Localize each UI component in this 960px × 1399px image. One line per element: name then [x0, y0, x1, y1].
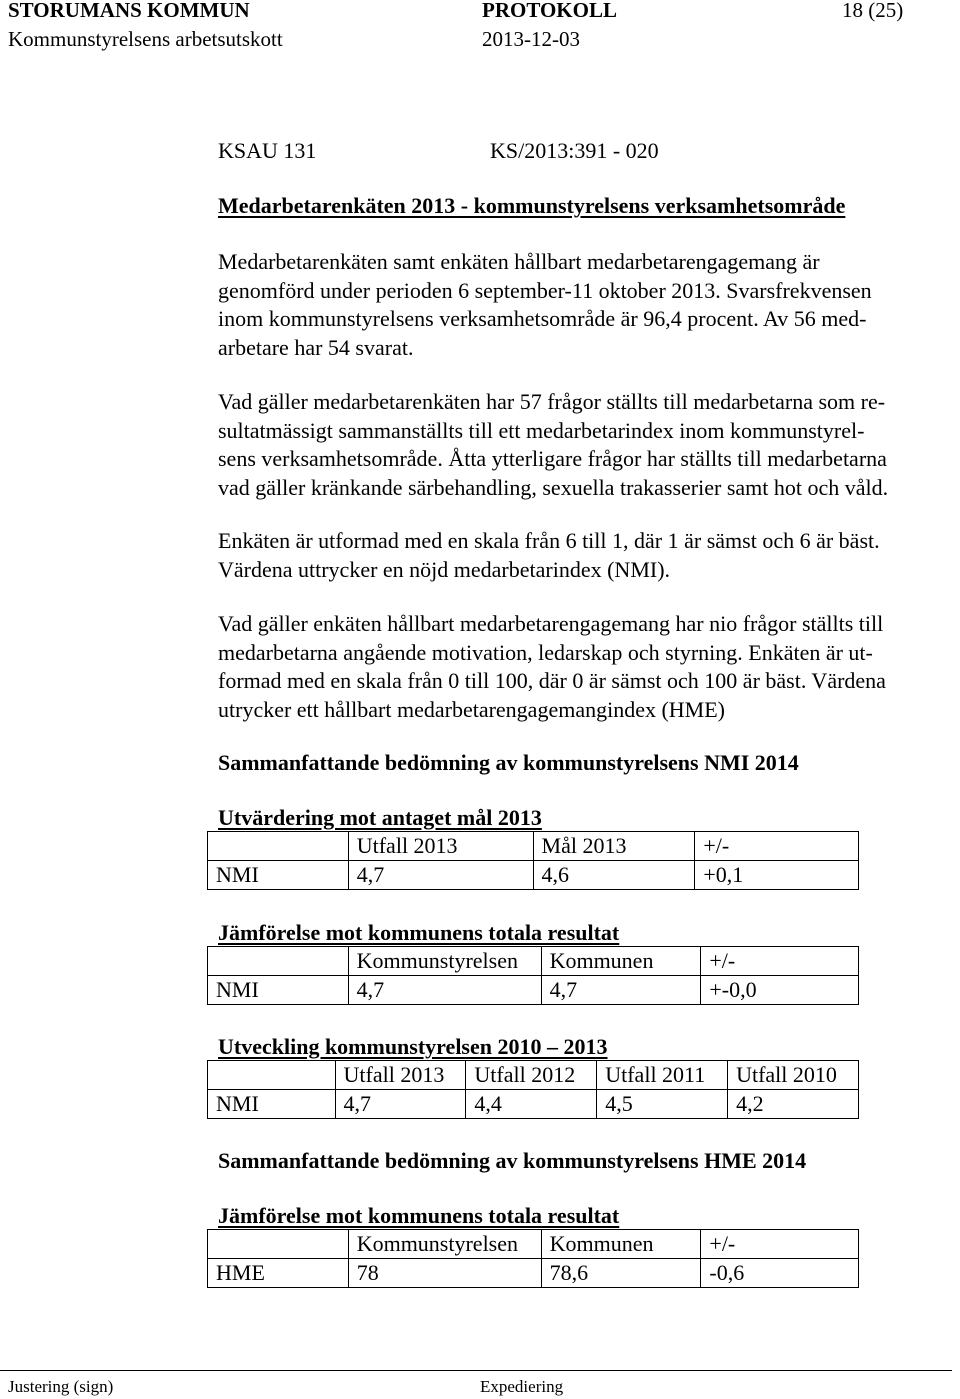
paragraph-nmi-scale	[218, 527, 950, 584]
table-caption: Jämförelse mot kommunens totala resultat	[218, 1203, 620, 1228]
text-line: Värdena uttrycker en nöjd medarbetarindex (NMI).	[218, 556, 671, 582]
footer-divider	[0, 1370, 952, 1371]
table-header-cell: Utfall 2012	[466, 1061, 597, 1090]
table-header-cell: +/-	[701, 1230, 859, 1259]
text-line: Vad gäller enkäten hållbart medarbetarengagemang har nio frågor ställts till	[218, 611, 884, 636]
table-cell: 78,6	[541, 1259, 701, 1288]
table-cell: 4,4	[466, 1090, 597, 1119]
nmi-section-heading: Sammanfattande bedömning av kommunstyrelsens NMI 2014	[218, 750, 799, 775]
table-header-row	[208, 832, 859, 861]
document-type: PROTOKOLL	[482, 0, 617, 22]
table-cell	[208, 1230, 349, 1259]
table-header-cell: Kommunen	[541, 1230, 701, 1259]
goal-evaluation-table	[207, 831, 859, 890]
table-cell: +0,1	[695, 861, 859, 890]
table-header-row	[208, 947, 859, 976]
page-number: 18 (25)	[842, 0, 904, 22]
committee-name: Kommunstyrelsens arbetsutskott	[8, 27, 283, 51]
table-caption: Utveckling kommunstyrelsen 2010 – 2013	[218, 1034, 608, 1059]
table-cell	[208, 947, 349, 976]
table-header-cell: Kommunen	[541, 947, 701, 976]
table-header-row	[208, 1061, 859, 1090]
table-cell: 4,7	[348, 976, 541, 1005]
municipality-name: STORUMANS KOMMUN	[8, 0, 250, 22]
table-cell: NMI	[208, 1090, 336, 1119]
table-cell: 4,5	[597, 1090, 728, 1119]
table-cell: NMI	[208, 976, 349, 1005]
table-header-cell: Utfall 2013	[348, 832, 533, 861]
case-title: Medarbetarenkäten 2013 - kommunstyrelsens verksamhetsområde	[218, 193, 846, 218]
table-cell	[208, 832, 349, 861]
hme-comparison-table	[207, 1229, 859, 1288]
meeting-date: 2013-12-03	[482, 27, 580, 51]
table-row	[208, 976, 859, 1005]
table-caption: Utvärdering mot antaget mål 2013	[218, 805, 542, 830]
table-header-cell: +/-	[695, 832, 859, 861]
paragraph-questions	[218, 388, 950, 502]
text-line: Medarbetarenkäten samt enkäten hållbart medarbetarengagemang är	[218, 249, 820, 274]
table-header-cell: +/-	[701, 947, 859, 976]
table-header-cell: Utfall 2011	[597, 1061, 728, 1090]
table-cell: 4,6	[533, 861, 695, 890]
table-cell: 78	[348, 1259, 541, 1288]
hme-section-heading: Sammanfattande bedömning av kommunstyrelsens HME 2014	[218, 1148, 807, 1173]
text-line: Vad gäller medarbetarenkäten har 57 frågor ställts till medarbetarna som re-	[218, 389, 886, 414]
case-number: KSAU 131	[218, 138, 317, 163]
table-header-cell: Kommunstyrelsen	[348, 947, 541, 976]
text-line: vad gäller kränkande särbehandling, sexuella trakasserier samt hot och våld.	[218, 474, 889, 500]
case-reference: KS/2013:391 - 020	[490, 138, 659, 163]
table-cell: 4,7	[335, 1090, 466, 1119]
table-cell: -0,6	[701, 1259, 859, 1288]
table-cell: NMI	[208, 861, 349, 890]
table-row	[208, 1090, 859, 1119]
table-header-row	[208, 1230, 859, 1259]
text-line: sens verksamhetsområde. Åtta ytterligare frågor har ställts till medarbetarna	[218, 446, 887, 472]
development-table	[207, 1060, 859, 1119]
paragraph-hme	[218, 610, 950, 724]
table-header-cell: Utfall 2013	[335, 1061, 466, 1090]
text-line: arbetare har 54 svarat.	[218, 334, 414, 360]
table-cell: HME	[208, 1259, 349, 1288]
table-header-cell: Kommunstyrelsen	[348, 1230, 541, 1259]
table-header-cell: Mål 2013	[533, 832, 695, 861]
municipality-comparison-table	[207, 946, 859, 1005]
text-line: medarbetarna angående motivation, ledarskap och styrning. Enkäten är ut-	[218, 639, 873, 665]
table-cell: 4,7	[348, 861, 533, 890]
footer-justering: Justering (sign)	[8, 1377, 114, 1396]
text-line: formad med en skala från 0 till 100, där 0 är sämst och 100 är bäst. Värdena	[218, 668, 886, 694]
footer-expediering: Expediering	[480, 1377, 564, 1396]
table-row	[208, 1259, 859, 1288]
text-line: utrycker ett hållbart medarbetarengagemangindex (HME)	[218, 696, 725, 722]
table-header-cell: Utfall 2010	[728, 1061, 859, 1090]
table-cell: 4,7	[541, 976, 701, 1005]
text-line: sultatmässigt sammanställts till ett medarbetarindex inom kommunstyrel-	[218, 417, 865, 443]
table-cell: 4,2	[728, 1090, 859, 1119]
table-cell: +-0,0	[701, 976, 859, 1005]
text-line: Enkäten är utformad med en skala från 6 till 1, där 1 är sämst och 6 är bäst.	[218, 528, 880, 553]
text-line: inom kommunstyrelsens verksamhetsområde är 96,4 procent. Av 56 med-	[218, 306, 867, 332]
text-line: genomförd under perioden 6 september-11 oktober 2013. Svarsfrekvensen	[218, 277, 872, 303]
table-caption: Jämförelse mot kommunens totala resultat	[218, 920, 620, 945]
table-row	[208, 861, 859, 890]
table-cell	[208, 1061, 336, 1090]
paragraph-response-rate	[218, 248, 950, 362]
